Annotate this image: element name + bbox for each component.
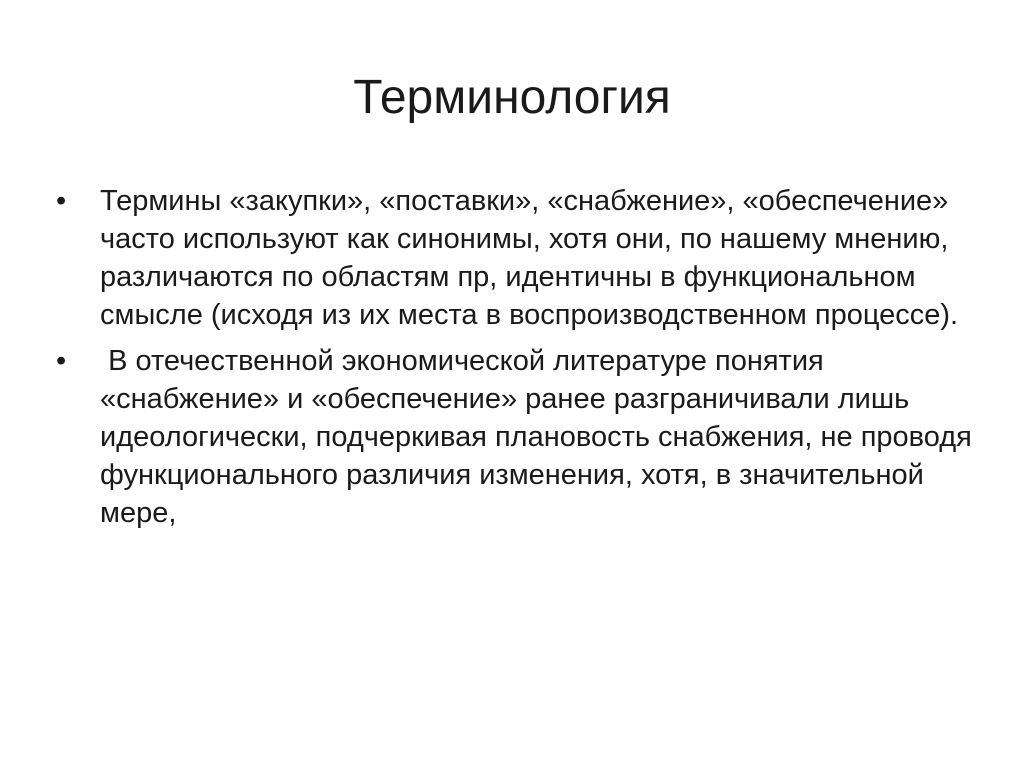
- bullet-item: [56, 342, 980, 532]
- bullet-item: [56, 182, 976, 334]
- bullet-text: Термины «закупки», «поставки», «снабжение», «обеспечение» часто используют как синонимы, хотя они, по нашему мнению, различаются по областям пр, идентичны в функциональном смысле (исходя из их места в воспроизводственном процессе).: [100, 185, 965, 331]
- bullet-list: [56, 182, 980, 540]
- slide-title: Терминология: [353, 71, 671, 124]
- bullet-dot-icon: •: [56, 345, 67, 377]
- bullet-text: В отечественной экономической литературе понятия «снабжение» и «обеспечение» ранее разграничивали лишь идеологически, подчеркивая плановость снабжения, не проводя функционального различия изменения, хотя, в значительной мере,: [100, 345, 980, 529]
- bullet-dot-icon: •: [56, 185, 67, 217]
